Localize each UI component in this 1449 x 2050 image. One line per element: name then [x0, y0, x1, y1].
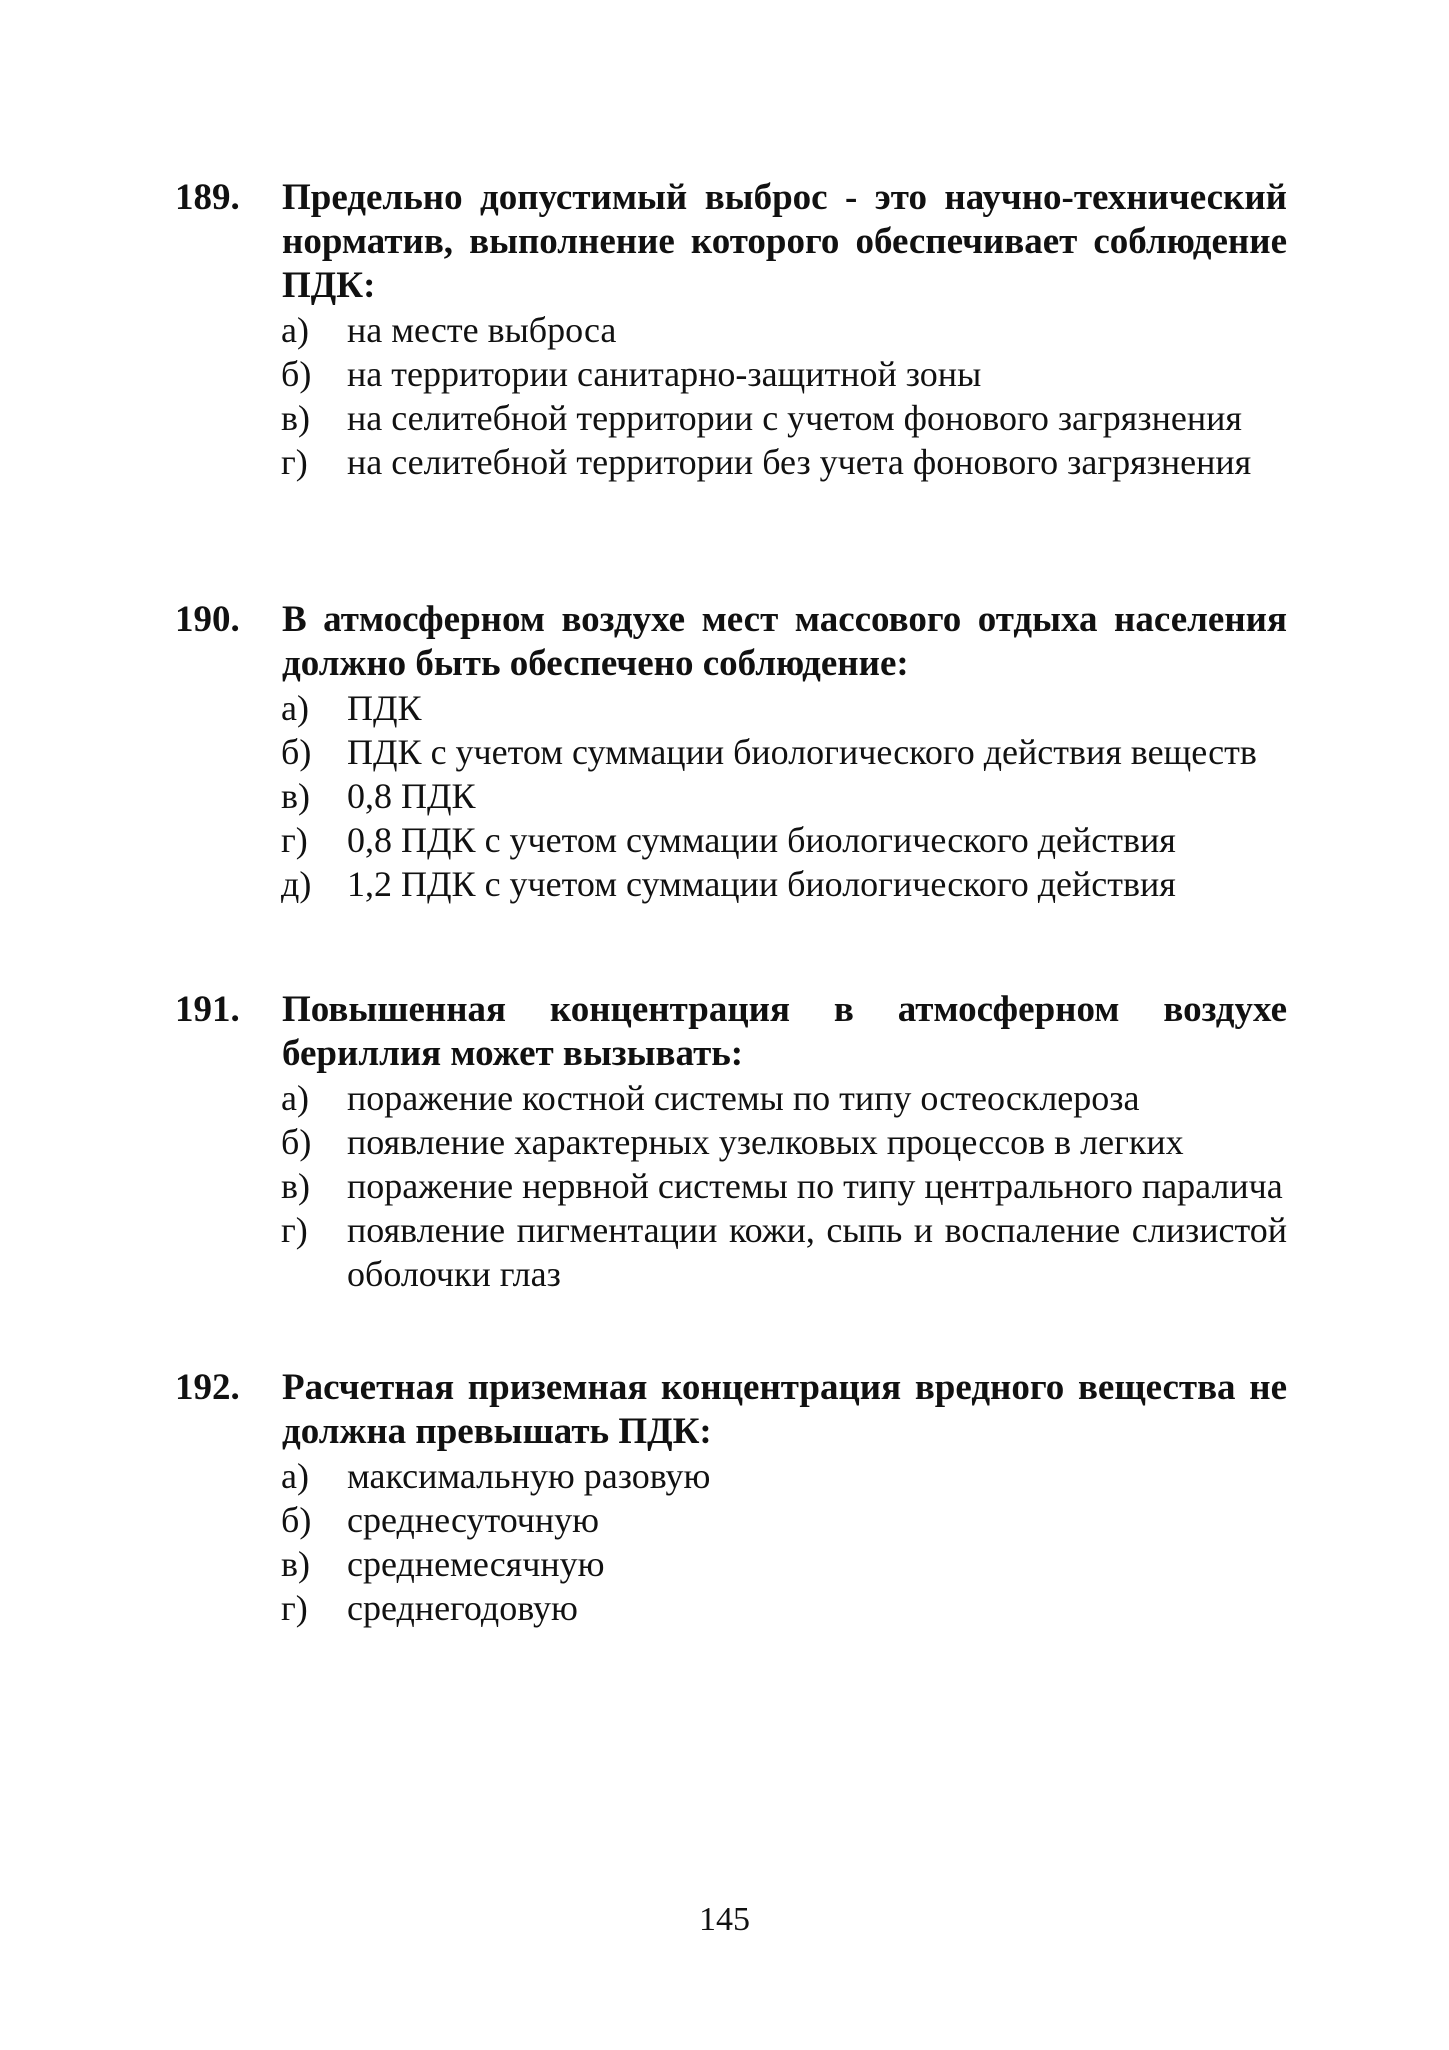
option-letter: в) [281, 398, 310, 438]
option-text: появление характерных узелковых процессов в легких [347, 1122, 1184, 1162]
option-text: на территории санитарно-защитной зоны [347, 354, 982, 394]
option-letter: а) [281, 310, 309, 350]
question-heading [175, 988, 1287, 1076]
option-text: на селитебной территории с учетом фонового загрязнения [347, 398, 1242, 438]
option-letter: в) [281, 1166, 310, 1206]
answer-option [175, 818, 1287, 862]
option-text: на месте выброса [347, 310, 617, 350]
answer-options [175, 308, 1287, 484]
option-letter: г) [281, 1210, 308, 1250]
question-text: Повышенная концентрация в атмосферном воздухе бериллия может вызывать: [282, 989, 1287, 1074]
question-189 [175, 176, 1287, 484]
question-number: 189. [175, 177, 240, 218]
answer-option [175, 1208, 1287, 1296]
answer-options [175, 1076, 1287, 1296]
option-letter: б) [281, 1122, 312, 1162]
answer-option [175, 396, 1287, 440]
option-text: поражение нервной системы по типу центрального паралича [347, 1166, 1283, 1206]
option-letter: б) [281, 1500, 312, 1540]
answer-option [175, 862, 1287, 906]
answer-option [175, 352, 1287, 396]
question-192 [175, 1366, 1287, 1630]
question-heading [175, 176, 1287, 308]
question-heading [175, 1366, 1287, 1454]
option-letter: в) [281, 1544, 310, 1584]
answer-option [175, 774, 1287, 818]
option-letter: г) [281, 820, 308, 860]
answer-option [175, 308, 1287, 352]
option-letter: а) [281, 688, 309, 728]
question-191 [175, 988, 1287, 1296]
question-text: Расчетная приземная концентрация вредного вещества не должна превышать ПДК: [282, 1367, 1287, 1452]
answer-option [175, 440, 1287, 484]
option-text: ПДК с учетом суммации биологического действия веществ [347, 732, 1257, 772]
question-190 [175, 598, 1287, 906]
answer-option [175, 1542, 1287, 1586]
answer-option [175, 1076, 1287, 1120]
question-heading [175, 598, 1287, 686]
option-text: максимальную разовую [347, 1456, 711, 1496]
option-letter: г) [281, 442, 308, 482]
question-number: 190. [175, 599, 240, 640]
answer-option [175, 686, 1287, 730]
option-text: 1,2 ПДК с учетом суммации биологического действия [347, 864, 1176, 904]
option-text: среднесуточную [347, 1500, 600, 1540]
option-letter: д) [281, 864, 312, 904]
answer-options [175, 1454, 1287, 1630]
option-letter: г) [281, 1588, 308, 1628]
option-text: 0,8 ПДК [347, 776, 476, 816]
answer-option [175, 1454, 1287, 1498]
answer-option [175, 1164, 1287, 1208]
answer-option [175, 730, 1287, 774]
option-text: ПДК [347, 688, 422, 728]
option-letter: б) [281, 354, 312, 394]
answer-option [175, 1586, 1287, 1630]
option-text: поражение костной системы по типу остеосклероза [347, 1078, 1140, 1118]
question-text: Предельно допустимый выброс - это научно-технический норматив, выполнение которого обеспечивает соблюдение ПДК: [282, 177, 1287, 306]
option-text: 0,8 ПДК с учетом суммации биологического действия [347, 820, 1176, 860]
answer-option [175, 1120, 1287, 1164]
option-letter: в) [281, 776, 310, 816]
option-text: среднемесячную [347, 1544, 605, 1584]
answer-option [175, 1498, 1287, 1542]
question-text: В атмосферном воздухе мест массового отдыха населения должно быть обеспечено соблюдение: [282, 599, 1287, 684]
answer-options [175, 686, 1287, 906]
option-text: появление пигментации кожи, сыпь и воспаление слизистой оболочки глаз [347, 1210, 1287, 1294]
question-number: 192. [175, 1367, 240, 1408]
page-number: 145 [699, 1901, 750, 1938]
option-letter: а) [281, 1456, 309, 1496]
option-text: среднегодовую [347, 1588, 578, 1628]
option-letter: а) [281, 1078, 309, 1118]
question-number: 191. [175, 989, 240, 1030]
option-letter: б) [281, 732, 312, 772]
option-text: на селитебной территории без учета фонового загрязнения [347, 442, 1252, 482]
